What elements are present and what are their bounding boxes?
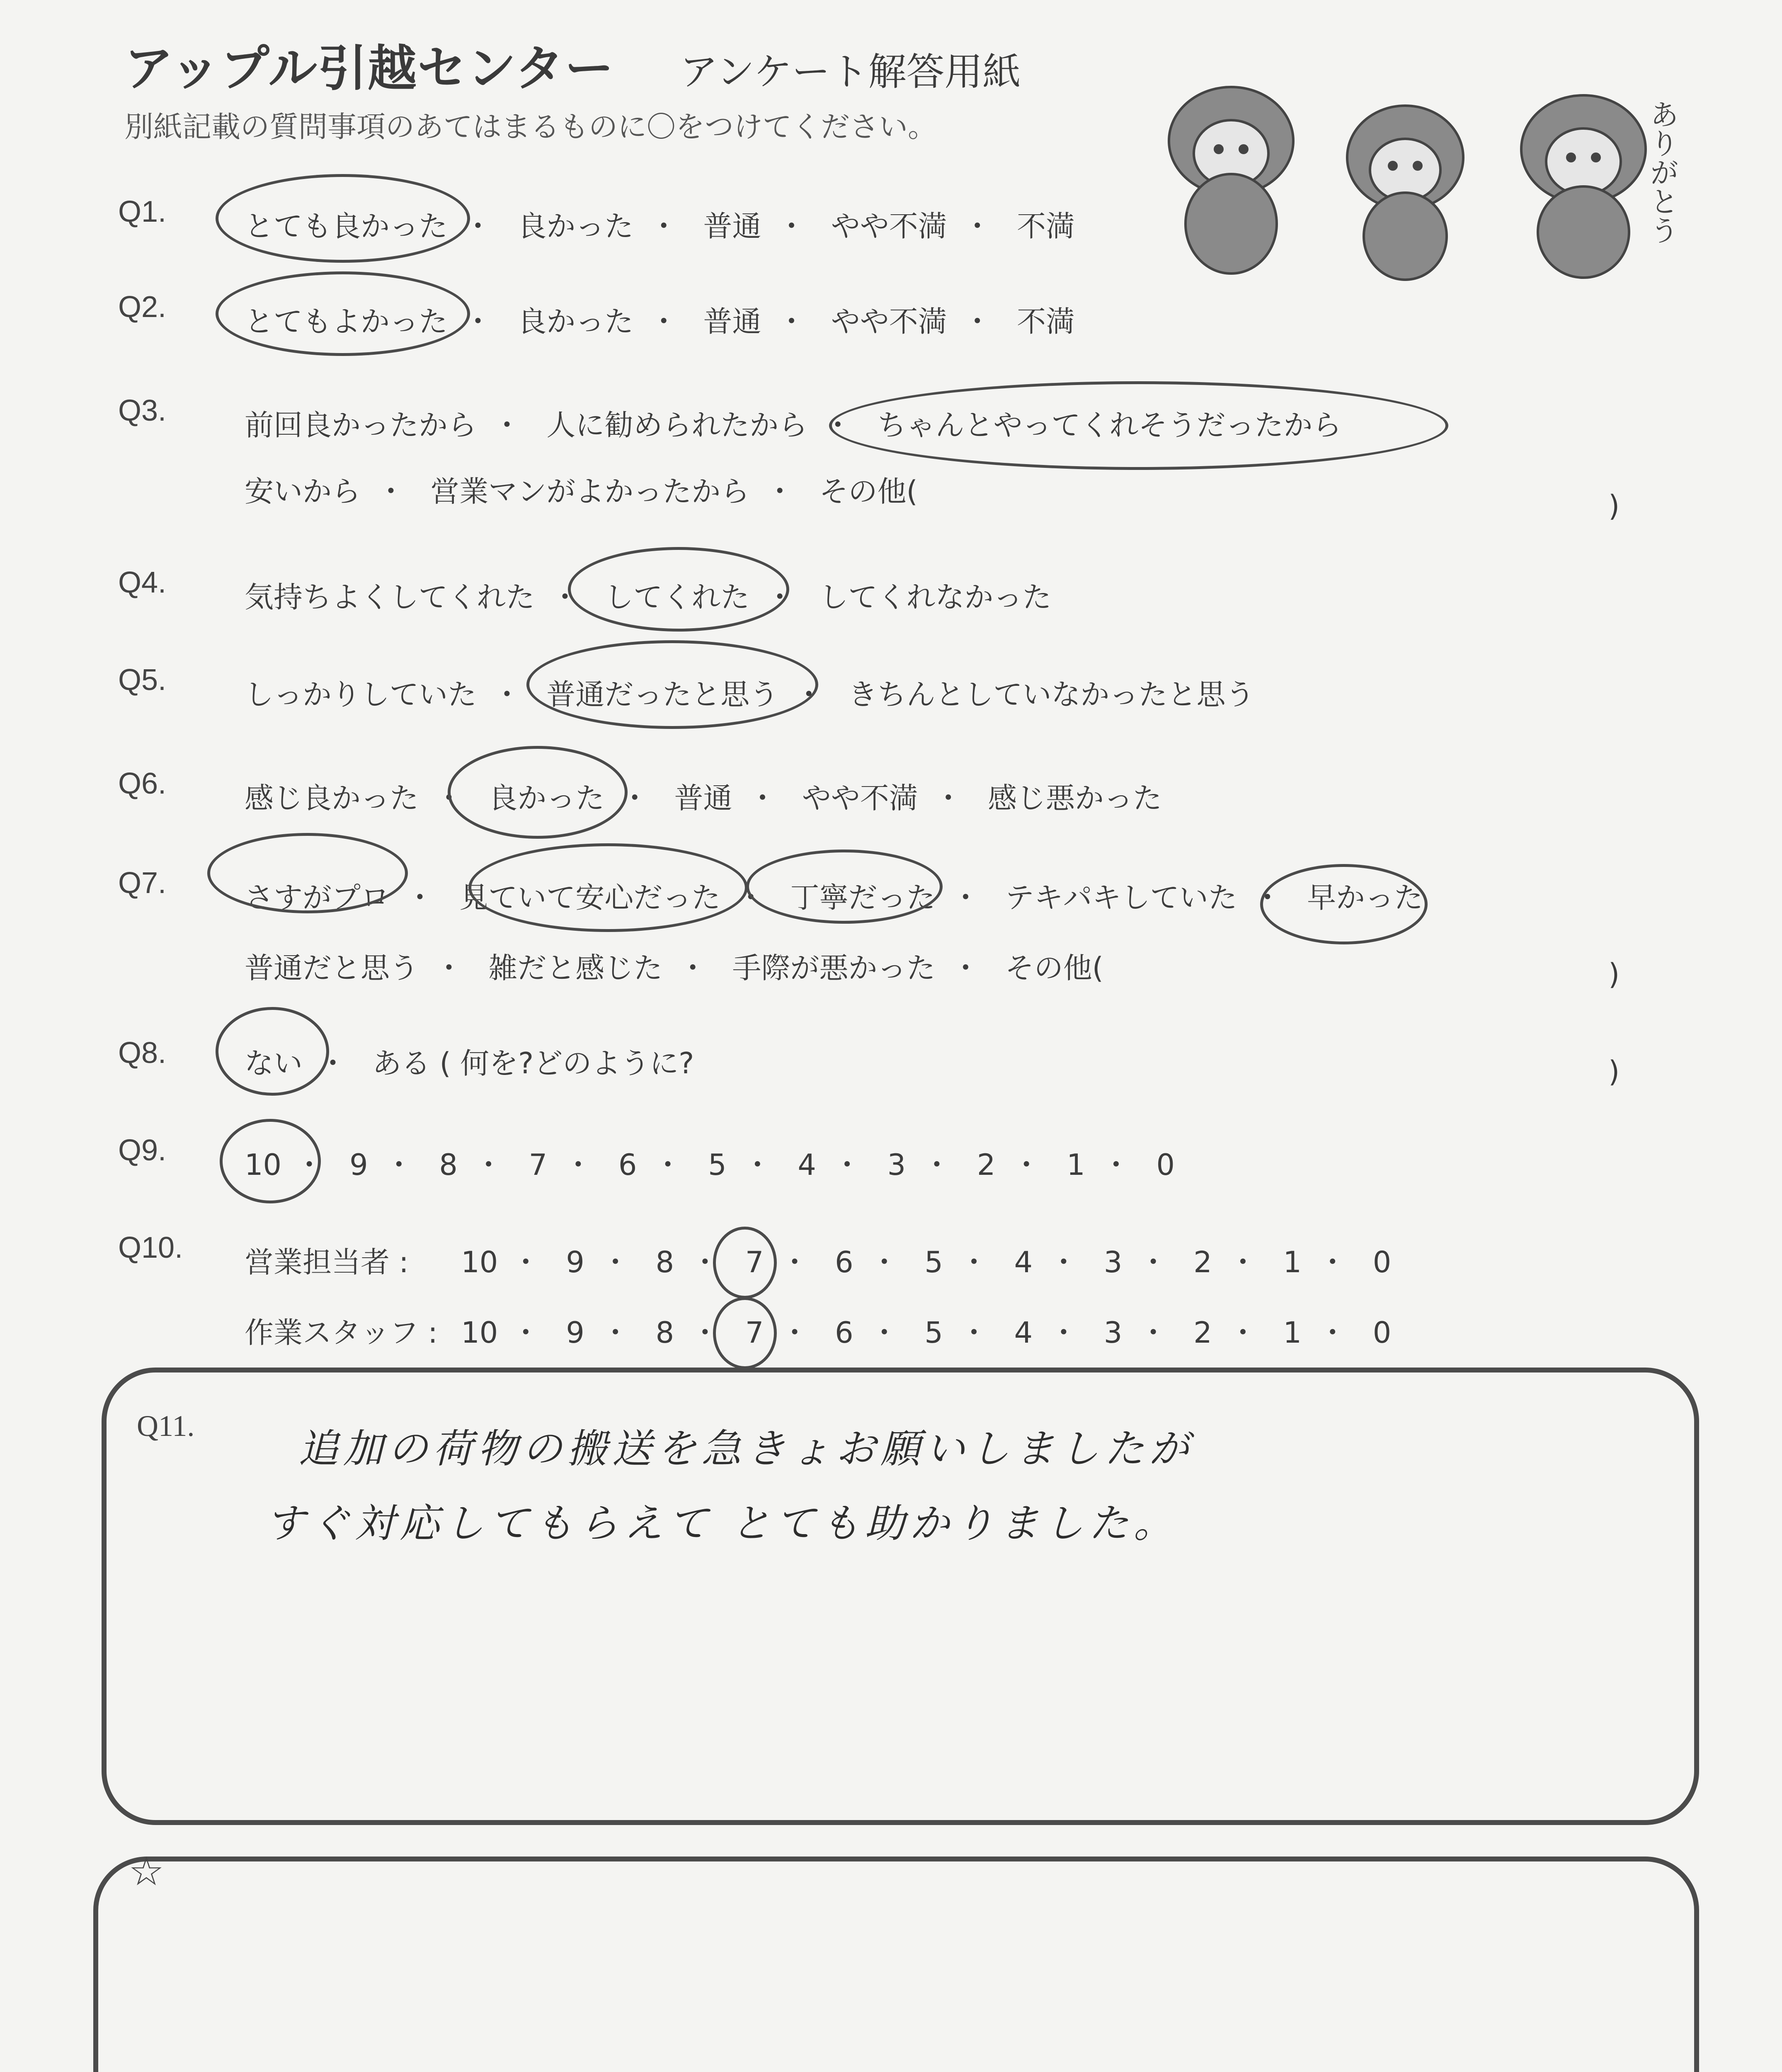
q3-options: 前回良かったから ・ 人に勧められたから ・ ちゃんとやってくれそうだったから [245,402,1342,444]
q10-staff-option[interactable]: 3 [1103,1316,1123,1350]
q10-staff-option[interactable]: 4 [1014,1316,1033,1350]
q6-label: Q6. [118,767,167,800]
q10-sales-option[interactable]: 3 [1103,1245,1123,1279]
q9-option[interactable]: 3 [887,1148,906,1182]
q7-options: さすがプロ ・ 見ていて安心だった ・ 丁寧だった ・ テキパキしていた ・ 早かった [245,874,1423,916]
q9-label: Q9. [118,1134,167,1167]
q3-option[interactable]: ちゃんとやってくれそうだったから [877,408,1342,442]
q8-option[interactable]: ある ( 何を?どのように? [372,1046,694,1080]
q9-option[interactable]: 8 [439,1148,458,1182]
q5-option[interactable]: きちんとしていなかったと思う [848,678,1255,712]
q10-sales-option[interactable]: 0 [1372,1245,1392,1279]
q5-label: Q5. [118,663,167,697]
q10-staff-option[interactable]: 1 [1283,1316,1302,1350]
q9-option[interactable]: 7 [529,1148,548,1182]
q2-option[interactable]: 良かった [517,305,634,339]
q4-option[interactable]: 気持ちよくしてくれた [245,580,535,614]
q10-sales-option[interactable]: 9 [566,1245,584,1279]
q7-option[interactable]: その他( [1005,951,1104,985]
q9-option[interactable]: 1 [1067,1148,1085,1182]
q5-option[interactable]: 普通だったと思う [546,678,779,712]
q1-option[interactable]: 良かった [517,209,634,243]
q5-option[interactable]: しっかりしていた [245,678,477,712]
q7-option[interactable]: 見ていて安心だった [459,881,721,915]
q10-staff-label: 作業スタッフ : [245,1316,438,1350]
q6-option[interactable]: 感じ悪かった [988,781,1162,815]
q7-label: Q7. [118,867,167,900]
q10-sales-option[interactable]: 5 [924,1245,943,1279]
instruction-text: 別紙記載の質問事項のあてはまるものに〇をつけてください。 [124,110,937,144]
q8-label: Q8. [118,1036,167,1070]
q10-staff-option[interactable]: 6 [835,1316,853,1350]
q9-option[interactable]: 9 [349,1148,368,1182]
q10-staff-option[interactable]: 7 [745,1316,764,1350]
q10-sales-scale: 営業担当者 : 10 ・ 9 ・ 8 ・ 7 ・ 6 ・ 5 ・ 4 ・ 3 ・ 2 ・ 1 ・ 0 [245,1239,1394,1281]
q9-option[interactable]: 2 [977,1148,996,1182]
q6-option[interactable]: やや不満 [802,781,918,815]
free-comment-box[interactable] [93,1857,1699,2072]
monkey-mascots-image [1152,50,1700,282]
q3-options-2: 安いから ・ 営業マンがよかったから ・ その他( [245,468,918,510]
form-subtitle: アンケート解答用紙 [680,50,1021,94]
q10-sales-option[interactable]: 7 [745,1245,764,1279]
q7-option[interactable]: テキパキしていた [1005,881,1237,915]
q9-option[interactable]: 10 [245,1148,282,1182]
q3-label: Q3. [118,394,167,427]
star-label: ☆ [128,1849,165,1894]
q3-option[interactable]: 前回良かったから [245,408,477,442]
q10-label: Q10. [118,1231,183,1264]
q1-option[interactable]: 不満 [1017,209,1075,243]
q7-option[interactable]: 手際が悪かった [732,951,936,985]
q10-staff-option[interactable]: 5 [924,1316,943,1350]
q8-close-paren: ) [1608,1055,1620,1089]
q6-option[interactable]: 良かった [488,781,605,815]
q7-option[interactable]: 早かった [1307,881,1423,915]
q6-option[interactable]: 感じ良かった [245,781,419,815]
q7-option[interactable]: 雑だと感じた [488,951,663,985]
q10-sales-option[interactable]: 10 [461,1245,498,1279]
q6-options: 感じ良かった ・ 良かった ・ 普通 ・ やや不満 ・ 感じ悪かった [245,775,1162,817]
q10-staff-option[interactable]: 10 [461,1316,498,1350]
q10-staff-scale: 作業スタッフ : 10 ・ 9 ・ 8 ・ 7 ・ 6 ・ 5 ・ 4 ・ 3 ・ 2 ・ 1 ・ 0 [245,1310,1394,1351]
q6-option[interactable]: 普通 [674,781,732,815]
q3-option[interactable]: 営業マンがよかったから [430,474,750,508]
q3-close-paren: ) [1608,489,1620,523]
q9-option[interactable]: 4 [798,1148,816,1182]
q5-options: しっかりしていた ・ 普通だったと思う ・ きちんとしていなかったと思う [245,671,1255,713]
q2-label: Q2. [118,290,167,324]
q3-option[interactable]: 人に勧められたから [546,408,808,442]
q7-option[interactable]: 普通だと思う [245,951,419,985]
q4-option[interactable]: してくれた [604,580,750,614]
q9-option[interactable]: 6 [618,1148,637,1182]
q7-close-paren: ) [1608,957,1620,991]
q8-options: ない ・ ある ( 何を?どのように? [245,1040,694,1082]
q2-option[interactable]: とてもよかった [245,305,448,339]
q10-staff-option[interactable]: 8 [655,1316,674,1350]
q9-scale: 10 ・ 9 ・ 8 ・ 7 ・ 6 ・ 5 ・ 4 ・ 3 ・ 2 ・ 1 ・ 0 [245,1142,1178,1184]
q11-label: Q11. [137,1409,195,1443]
q1-option[interactable]: とても良かった [245,209,448,243]
q7-options-2: 普通だと思う ・ 雑だと感じた ・ 手際が悪かった ・ その他( [245,945,1103,987]
q4-label: Q4. [118,566,167,599]
q10-sales-option[interactable]: 1 [1283,1245,1302,1279]
q1-option[interactable]: やや不満 [831,209,947,243]
q2-option[interactable]: 普通 [703,305,761,339]
q9-option[interactable]: 0 [1156,1148,1175,1182]
q7-option[interactable]: さすがプロ [245,881,390,915]
q2-options: とてもよかった ・ 良かった ・ 普通 ・ やや不満 ・ 不満 [245,298,1075,340]
q2-option[interactable]: 不満 [1017,305,1075,339]
q10-sales-label: 営業担当者 : [245,1245,409,1279]
q10-sales-option[interactable]: 6 [835,1245,853,1279]
q3-option[interactable]: その他( [819,474,918,508]
q10-sales-option[interactable]: 2 [1193,1245,1212,1279]
q10-sales-option[interactable]: 8 [655,1245,674,1279]
q10-sales-option[interactable]: 4 [1014,1245,1033,1279]
q11-comment-line2: すぐ対応してもらえて とても助かりました。 [265,1500,1178,1547]
q1-options: とても良かった ・ 良かった ・ 普通 ・ やや不満 ・ 不満 [245,203,1075,245]
q3-option[interactable]: 安いから [245,474,361,508]
q10-staff-option[interactable]: 9 [566,1316,584,1350]
form-title: アップル引越センター [124,40,615,97]
q1-option[interactable]: 普通 [703,209,761,243]
q4-option[interactable]: してくれなかった [819,580,1052,614]
q11-comment-line1: 追加の荷物の搬送を急きょお願いしましたが [298,1426,1194,1472]
q10-staff-option[interactable]: 0 [1372,1316,1392,1350]
q4-options: 気持ちよくしてくれた ・ してくれた ・ してくれなかった [245,574,1052,616]
svg-text:ありがとう: ありがとう [1645,99,1679,244]
q1-label: Q1. [118,195,167,228]
q10-staff-option[interactable]: 2 [1193,1316,1212,1350]
q2-option[interactable]: やや不満 [831,305,947,339]
q9-option[interactable]: 5 [708,1148,727,1182]
q7-option[interactable]: 丁寧だった [790,881,936,915]
q8-option[interactable]: ない [245,1046,303,1080]
